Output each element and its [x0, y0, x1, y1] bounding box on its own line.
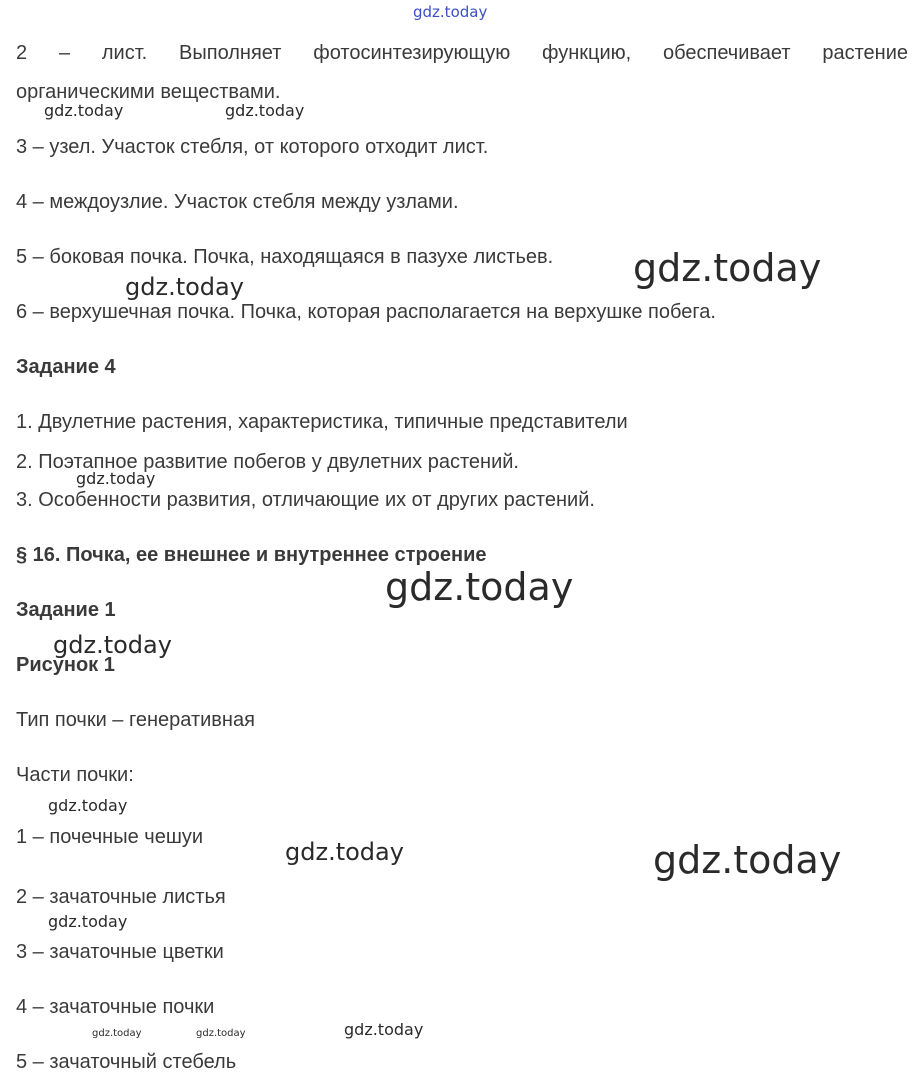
text-line: 2 – лист. Выполняет фотосинтезирующую функцию, обеспечивает растение [16, 42, 908, 64]
watermark: gdz.today [53, 631, 172, 659]
watermark: gdz.today [196, 1028, 246, 1039]
watermark: gdz.today [633, 246, 822, 290]
watermark: gdz.today [48, 912, 128, 931]
watermark: gdz.today [76, 469, 156, 488]
text-line: 4 – междоузлие. Участок стебля между узлами. [16, 191, 459, 213]
text-line: Части почки: [16, 764, 134, 786]
list-item: 2. Поэтапное развитие побегов у двулетних растений. [16, 451, 519, 473]
list-item: 1. Двулетние растения, характеристика, типичные представители [16, 411, 628, 433]
list-item: 1 – почечные чешуи [16, 826, 204, 848]
watermark-top: gdz.today [413, 3, 488, 21]
watermark: gdz.today [653, 838, 842, 882]
watermark: gdz.today [44, 101, 124, 120]
list-item: 3. Особенности развития, отличающие их от других растений. [16, 489, 595, 511]
heading-task-1: Задание 1 [16, 599, 116, 621]
text-line: 3 – узел. Участок стебля, от которого отходит лист. [16, 136, 489, 158]
list-item: 2 – зачаточные листья [16, 886, 226, 908]
list-item: 4 – зачаточные почки [16, 996, 215, 1018]
watermark: gdz.today [225, 101, 305, 120]
watermark: gdz.today [92, 1028, 142, 1039]
text-line: 6 – верхушечная почка. Почка, которая располагается на верхушке побега. [16, 301, 716, 323]
watermark: gdz.today [385, 565, 574, 609]
list-item: 5 – зачаточный стебель [16, 1051, 237, 1073]
text-line: Тип почки – генеративная [16, 709, 255, 731]
heading-task-4: Задание 4 [16, 356, 116, 378]
watermark: gdz.today [285, 838, 404, 866]
text-line: органическими веществами. [16, 81, 281, 103]
section-heading: § 16. Почка, ее внешнее и внутреннее строение [16, 544, 487, 566]
watermark: gdz.today [344, 1020, 424, 1039]
watermark: gdz.today [125, 273, 244, 301]
list-item: 3 – зачаточные цветки [16, 941, 224, 963]
heading-figure-1: Рисунок 1 [16, 654, 115, 676]
watermark: gdz.today [48, 796, 128, 815]
text-line: 5 – боковая почка. Почка, находящаяся в пазухе листьев. [16, 246, 554, 268]
